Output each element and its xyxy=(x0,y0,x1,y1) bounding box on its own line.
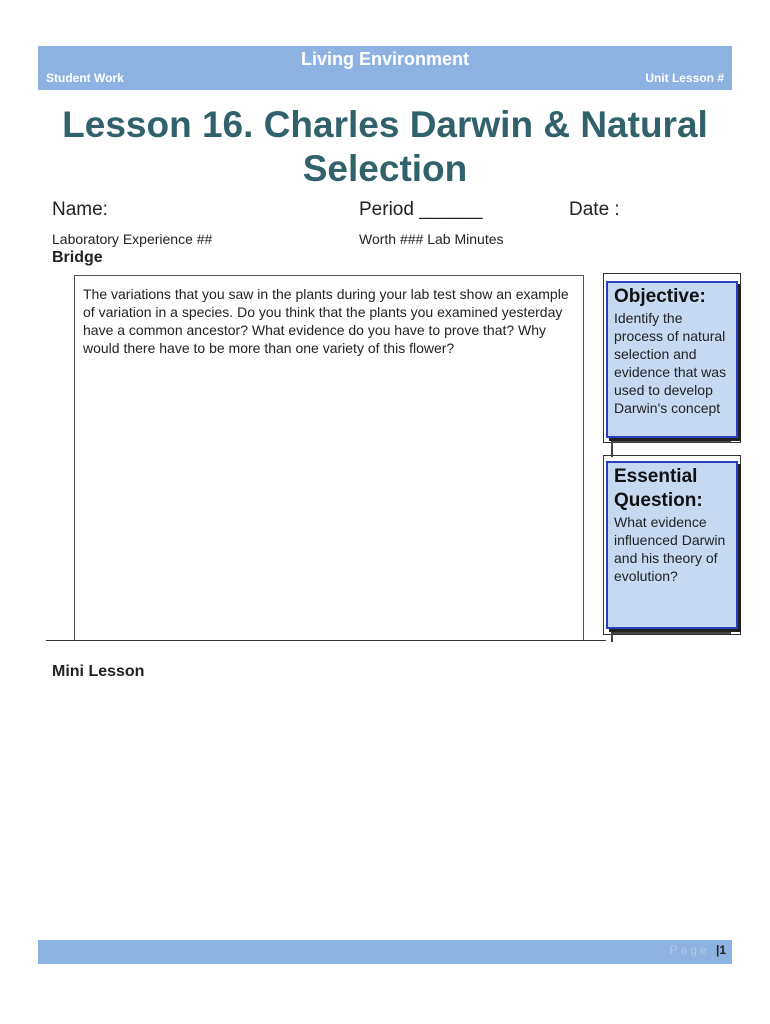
essential-question-text: What evidence influenced Darwin and his theory of evolution? xyxy=(614,514,726,584)
lesson-title: Lesson 16. Charles Darwin & Natural Selection xyxy=(62,104,708,189)
page-separator: | xyxy=(715,943,720,957)
header-right-label: Unit Lesson # xyxy=(645,71,724,85)
objective-divider xyxy=(611,441,731,443)
objective-heading: Objective: xyxy=(614,286,706,307)
name-field-label: Name: xyxy=(52,199,108,220)
page-number: 1 xyxy=(719,943,726,957)
essential-tick xyxy=(611,632,613,642)
header-left-label: Student Work xyxy=(46,71,124,85)
worth-label: Worth ### Lab Minutes xyxy=(359,231,504,247)
objective-box xyxy=(606,281,738,438)
header-band xyxy=(38,46,732,90)
bridge-box xyxy=(74,275,584,641)
period-field-label: Period ______ xyxy=(359,199,483,220)
page-word: Page xyxy=(669,943,710,957)
essential-question-box xyxy=(606,461,738,629)
essential-question-heading: Essential Question: xyxy=(614,466,703,511)
footer-band xyxy=(38,940,732,964)
essential-divider xyxy=(611,632,731,634)
lab-experience-label: Laboratory Experience ## xyxy=(52,231,213,247)
section-divider xyxy=(46,640,606,641)
page-number-label xyxy=(670,943,726,957)
bridge-heading: Bridge xyxy=(52,249,103,266)
bridge-text: The variations that you saw in the plants during your lab test show an example of variation in a species. Do you think that the plants you examined yesterday have a common ancestor? What evidence do you have to prove that? Why would there have to be more than one variety of this flower? xyxy=(83,286,569,356)
mini-lesson-heading: Mini Lesson xyxy=(52,663,145,680)
date-field-label: Date : xyxy=(569,199,620,220)
objective-text: Identify the process of natural selection and evidence that was used to develop Darwin's concept xyxy=(614,310,727,416)
header-title: Living Environment xyxy=(300,49,469,69)
